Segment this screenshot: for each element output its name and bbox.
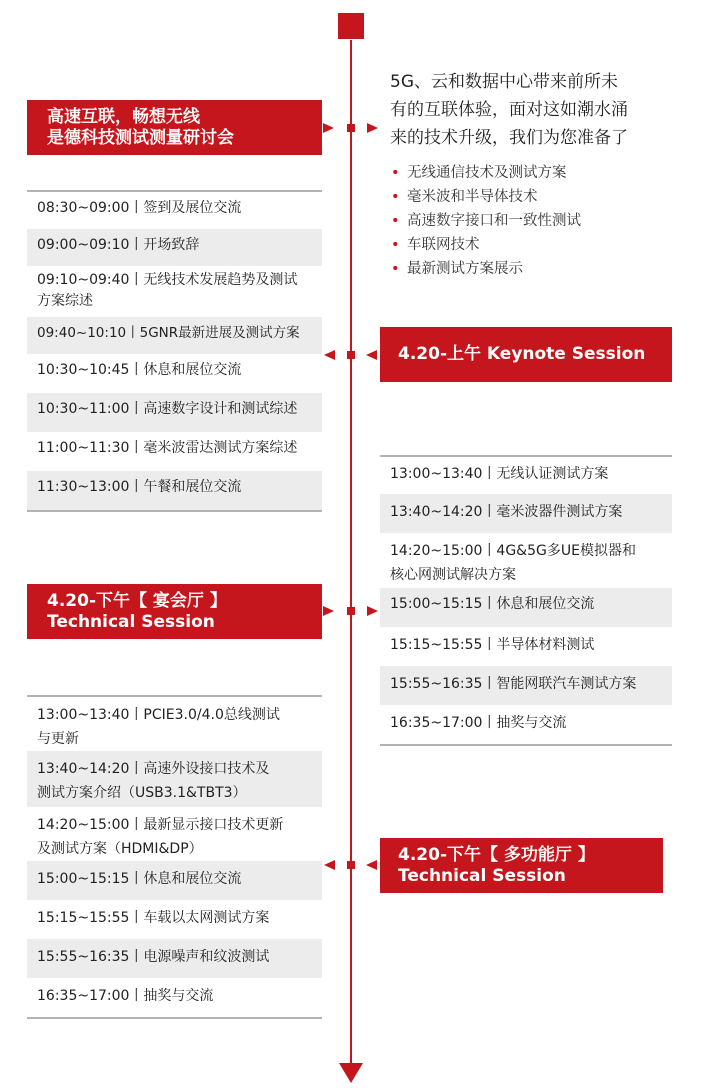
- schedule-row: 15:15~15:55丨车载以太网测试方案: [37, 910, 270, 926]
- schedule-row: 11:00~11:30丨毫米波雷达测试方案综述: [37, 440, 298, 456]
- pm-banquet-subtitle: Technical Session: [47, 612, 215, 632]
- pm-multi-subtitle: Technical Session: [398, 866, 566, 886]
- schedule-row: 13:00~13:40丨PCIE3.0/4.0总线测试 与更新: [37, 707, 280, 747]
- topic-item: • 无线通信技术及测试方案: [390, 161, 690, 185]
- timeline-node: [347, 124, 355, 132]
- timeline-start-marker: [338, 13, 364, 39]
- schedule-row: 14:20~15:00丨最新显示接口技术更新 及测试方案（HDMI&DP）: [37, 817, 284, 857]
- schedule-row: 15:15~15:55丨半导体材料测试: [390, 637, 595, 653]
- schedule-row: 13:40~14:20丨毫米波器件测试方案: [380, 494, 672, 533]
- intro-banner-title: 高速互联，畅想无线: [47, 107, 200, 127]
- intro-line: 来的技术升级，我们为您准备了: [390, 128, 628, 148]
- schedule-row: 09:40~10:10丨5GNR最新进展及测试方案: [27, 317, 322, 354]
- pm-left-schedule: [27, 695, 322, 1019]
- arrow-right-icon: [323, 606, 334, 616]
- arrow-left-icon: [324, 860, 335, 870]
- schedule-row: 10:30~11:00丨高速数字设计和测试综述: [27, 393, 322, 432]
- intro-line: 5G、云和数据中心带来前所未: [390, 72, 618, 92]
- divider: [380, 744, 672, 746]
- divider: [27, 1017, 322, 1019]
- schedule-row: 16:35~17:00丨抽奖与交流: [390, 715, 567, 731]
- schedule-row: 08:30~09:00丨签到及展位交流: [37, 200, 242, 216]
- arrow-right-icon: [367, 606, 378, 616]
- intro-line: 有的互联体验，面对这如潮水涌: [390, 100, 628, 120]
- pm-banquet-title: 4.20-下午【 宴会厅 】: [47, 591, 227, 611]
- divider: [27, 510, 322, 512]
- schedule-row: 09:00~09:10丨开场致辞: [27, 229, 322, 266]
- pm-multi-title: 4.20-下午【 多功能厅 】: [398, 845, 595, 865]
- topic-item: • 毫米波和半导体技术: [390, 185, 690, 209]
- schedule-row: 13:40~14:20丨高速外设接口技术及 测试方案介绍（USB3.1&TBT3）: [27, 751, 322, 807]
- schedule-row: 11:30~13:00丨午餐和展位交流: [27, 471, 322, 510]
- pm-multi-banner: [380, 838, 663, 893]
- arrow-right-icon: [367, 123, 378, 133]
- timeline-node: [347, 861, 355, 869]
- pm-banquet-banner: [27, 584, 322, 639]
- topic-list: [390, 161, 690, 281]
- am-keynote-title: 4.20-上午 Keynote Session: [398, 344, 646, 364]
- timeline-node: [347, 351, 355, 359]
- arrow-left-icon: [366, 860, 377, 870]
- pm-right-schedule: [380, 455, 672, 746]
- schedule-row: 13:00~13:40丨无线认证测试方案: [390, 466, 609, 482]
- topic-item: • 最新测试方案展示: [390, 257, 690, 281]
- arrow-right-icon: [323, 123, 334, 133]
- intro-paragraph: [390, 68, 690, 152]
- timeline-line: [350, 40, 352, 1065]
- timeline-arrow-icon: [339, 1063, 363, 1083]
- intro-banner-subtitle: 是德科技测试测量研讨会: [47, 128, 234, 148]
- schedule-row: 15:55~16:35丨智能网联汽车测试方案: [380, 666, 672, 705]
- intro-banner: [27, 100, 322, 155]
- schedule-row: 14:20~15:00丨4G&5G多UE模拟器和 核心网测试解决方案: [390, 543, 636, 583]
- schedule-row: 10:30~10:45丨休息和展位交流: [37, 362, 242, 378]
- schedule-row: 09:10~09:40丨无线技术发展趋势及测试 方案综述: [37, 272, 298, 309]
- am-schedule: [27, 190, 322, 512]
- topic-item: • 高速数字接口和一致性测试: [390, 209, 690, 233]
- schedule-row: 16:35~17:00丨抽奖与交流: [37, 988, 214, 1004]
- schedule-row: 15:00~15:15丨休息和展位交流: [380, 588, 672, 627]
- schedule-row: 15:00~15:15丨休息和展位交流: [27, 861, 322, 900]
- schedule-row: 15:55~16:35丨电源噪声和纹波测试: [27, 939, 322, 978]
- topic-item: • 车联网技术: [390, 233, 690, 257]
- am-keynote-banner: [380, 327, 672, 382]
- timeline-node: [347, 607, 355, 615]
- arrow-left-icon: [366, 350, 377, 360]
- arrow-left-icon: [324, 350, 335, 360]
